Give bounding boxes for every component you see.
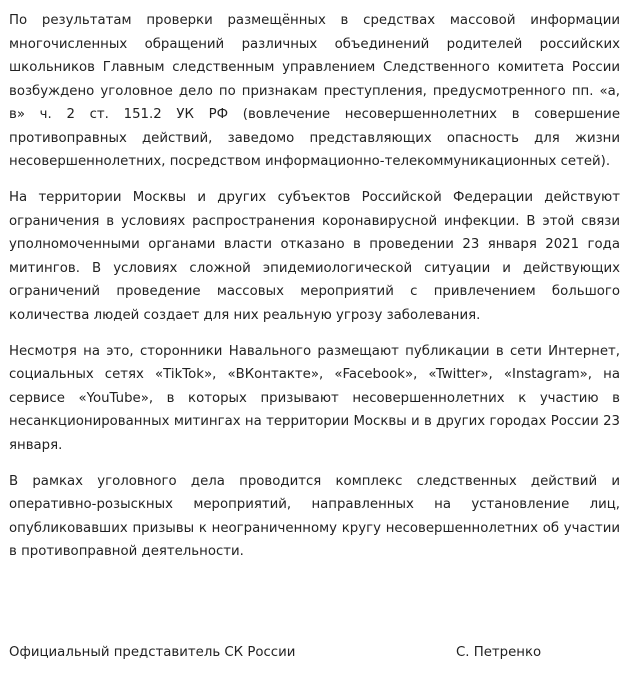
paragraph-restrictions: На территории Москвы и других субъектов Российской Федерации действуют ограничения в условиях распространения коронавирусной инфекции. В этой связи уполномоченными органами власти отказано в проведении 23 января 2021 года митингов. В условиях сложной эпидемиологической ситуации и действующих ограничений проведение массовых мероприятий с привлечением большого количества людей создает для них реальную угрозу заболевания. xyxy=(9,190,620,323)
paragraph-investigation: В рамках уголовного дела проводится комплекс следственных действий и оперативно-розыскных мероприятий, направленных на установление лиц, опубликовавших призывы к неограниченному кругу несовершеннолетних об участии в противоправной деятельности. xyxy=(9,473,620,559)
paragraph-publications: Несмотря на это, сторонники Навального размещают публикации в сети Интернет, социальных сетях «TikTok», «ВКонтакте», «Facebook», «Twitter», «Instagram», на сервисе «YouTube», в которых призывают несовершеннолетних к участию в несанкционированных митингах на территории Москвы и в других городах России 23 января. xyxy=(9,343,620,453)
paragraph-criminal-case: По результатам проверки размещённых в средствах массовой информации многочисленных обращений различных объединений родителей российских школьников Главным следственным управлением Следственного комитета России возбуждено уголовное дело по признакам преступления, предусмотренного пп. «а, в» ч. 2 ст. 151.2 УК РФ (вовлечение несовершеннолетних в совершение противоправных действий, заведомо представляющих опасность для жизни несовершеннолетних, посредством информационно-телекоммуникационных сетей). xyxy=(9,13,620,169)
document-body xyxy=(9,9,620,564)
signature-name: С. Петренко xyxy=(456,645,542,660)
signature-position: Официальный представитель СК России xyxy=(9,645,296,660)
